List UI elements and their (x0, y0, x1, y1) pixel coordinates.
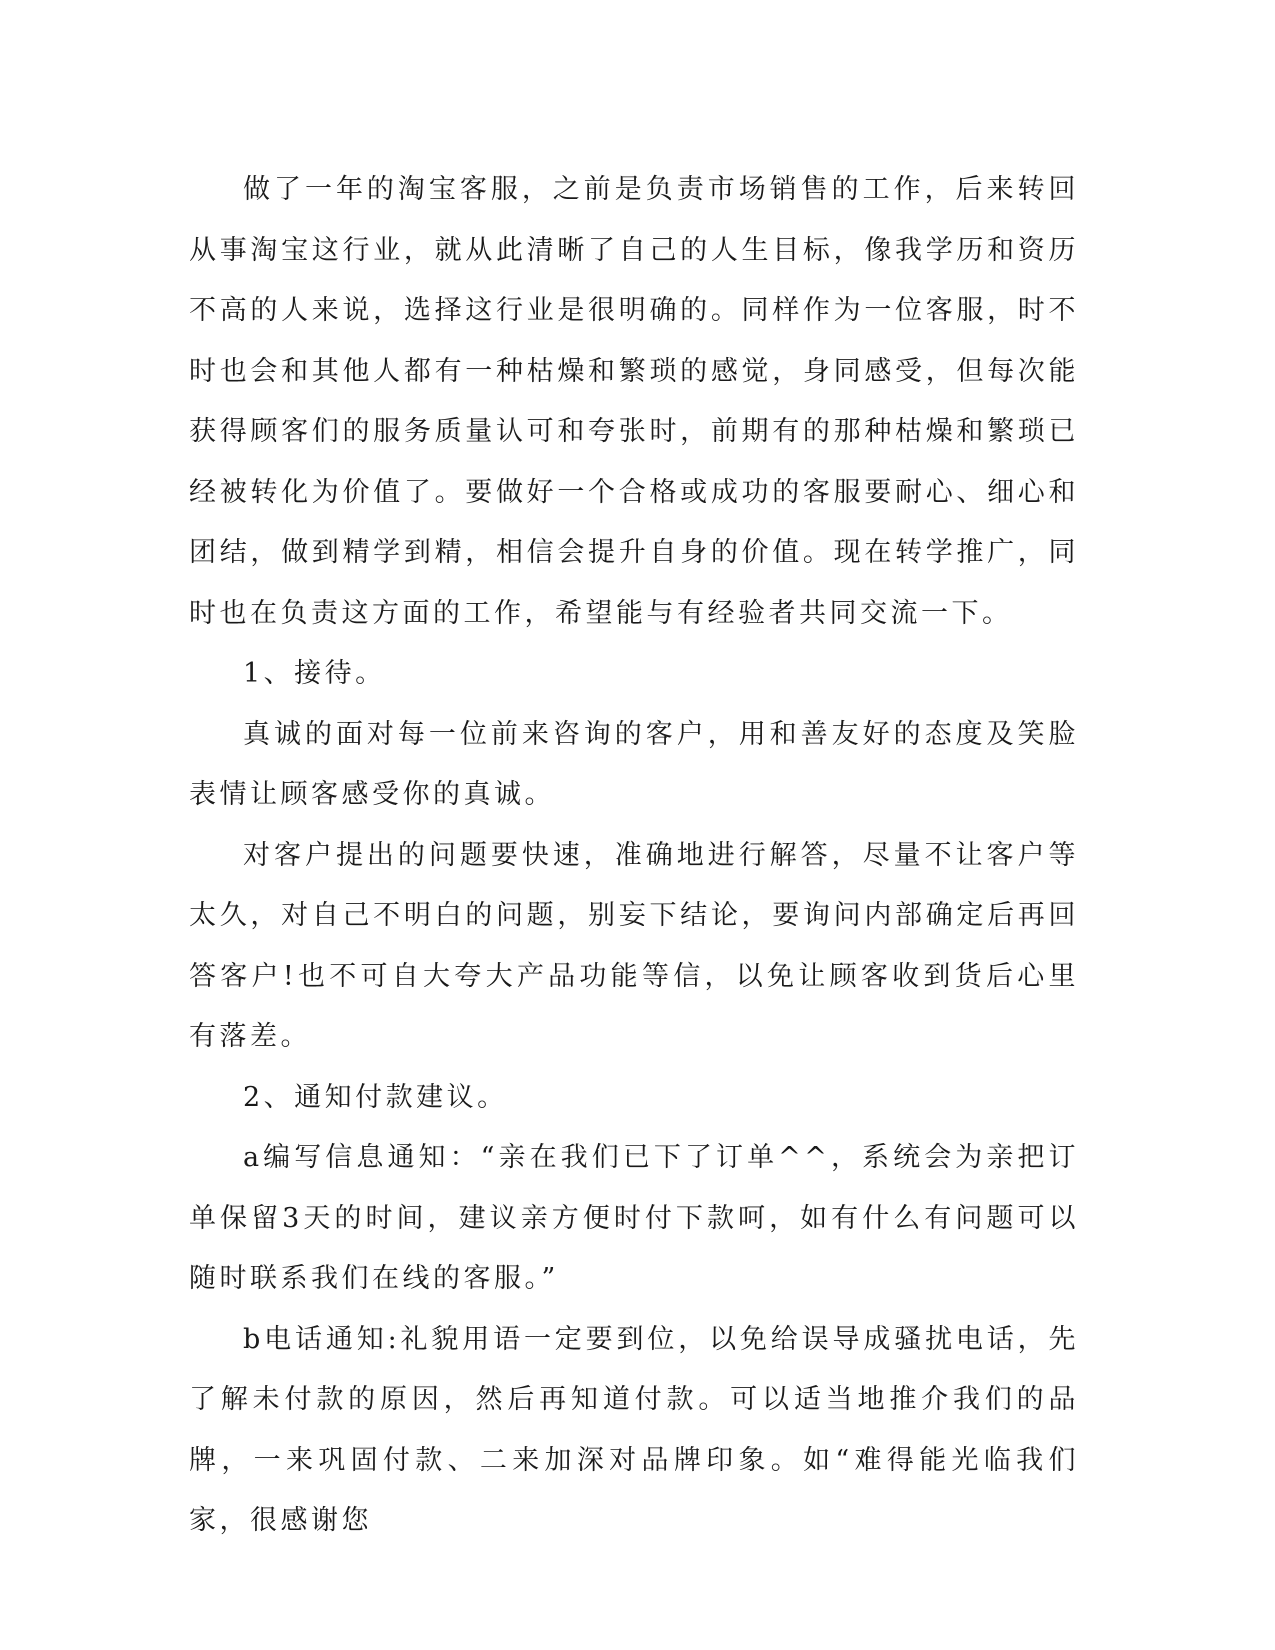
document-body (189, 160, 1079, 1552)
paragraph-message-notice: a编写信息通知：“亲在我们已下了订单^^，系统会为亲把订单保留3天的时间，建议亲方便时付下款呵，如有什么有问题可以随时联系我们在线的客服。” (189, 1142, 1079, 1294)
heading-payment-notice: 2、通知付款建议。 (243, 1081, 508, 1113)
heading-reception: 1、接待。 (243, 658, 386, 689)
paragraph-intro: 做了一年的淘宝客服，之前是负责市场销售的工作，后来转回从事淘宝这行业，就从此清晰了自己的人生目标，像我学历和资历不高的人来说，选择这行业是很明确的。同样作为一位客服，时不时也会和其他人都有一种枯燥和繁琐的感觉，身同感受，但每次能获得顾客们的服务质量认可和夸张时，前期有的那种枯燥和繁琐已经被转化为价值了。要做好一个合格或成功的客服要耐心、细心和团结，做到精学到精，相信会提升自身的价值。现在转学推广，同时也在负责这方面的工作，希望能与有经验者共同交流一下。 (189, 174, 1079, 629)
paragraph-sincerity: 真诚的面对每一位前来咨询的客户，用和善友好的态度及笑脸表情让顾客感受你的真诚。 (189, 718, 1079, 810)
paragraph-phone-notice: b电话通知:礼貌用语一定要到位，以免给误导成骚扰电话，先了解未付款的原因，然后再知道付款。可以适当地推介我们的品牌，一来巩固付款、二来加深对品牌印象。如“难得能光临我们家，很感谢您 (189, 1323, 1079, 1536)
paragraph-answer-questions: 对客户提出的问题要快速，准确地进行解答，尽量不让客户等太久，对自己不明白的问题，别妄下结论，要询问内部确定后再回答客户!也不可自大夸大产品功能等信，以免让顾客收到货后心里有落差。 (189, 839, 1079, 1052)
